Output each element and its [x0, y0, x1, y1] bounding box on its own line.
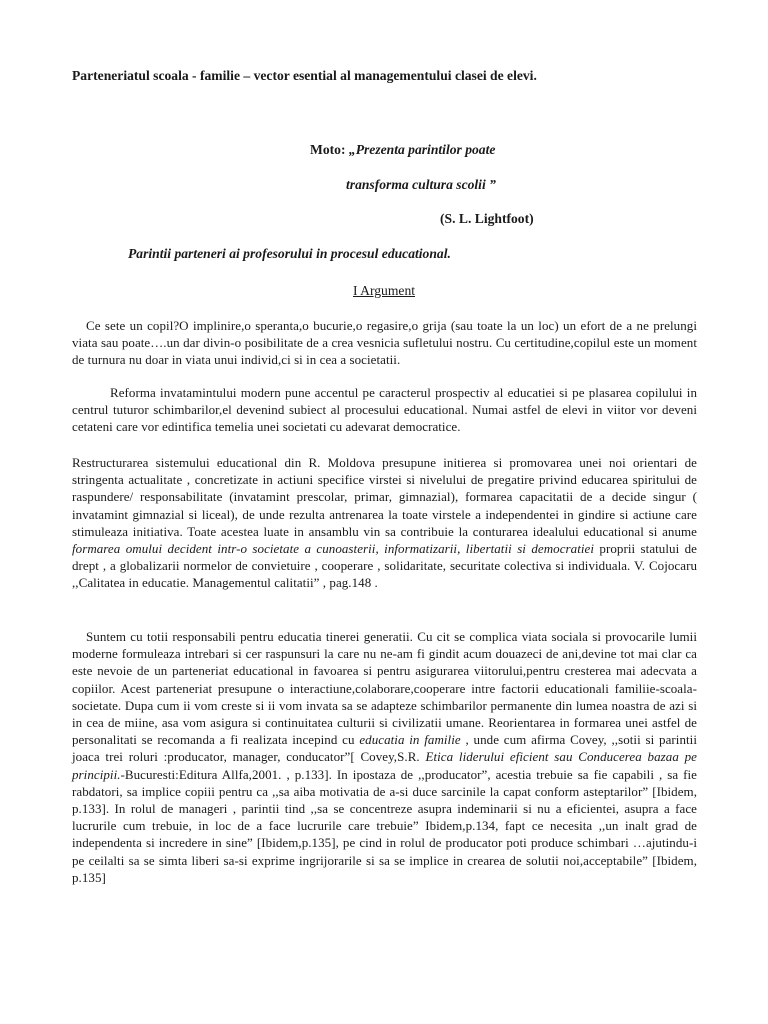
motto-line-2: transforma cultura scolii ”	[346, 177, 496, 192]
paragraph-3-text-b: proprii statului de drept , a globalizarii normelor de convietuire , cooperare , solidaritate, securitate colectiva si individuala. V. Cojocaru ,,Calitatea in educatie. Managementul calitatii” , pag.148 .	[72, 541, 697, 591]
document-subtitle: Parintii parteneri ai profesorului in procesul educational.	[128, 246, 451, 261]
paragraph-2: Reforma invatamintului modern pune accentul pe caracterul prospectiv al educatiei si pe plasarea copilului in centrul tuturor schimbarilor,el devenind subiect al procesului educational. Numai astfel de elevi in viitor vor deveni cetateni care vor edintifica temelia unei societati cu adevarat democratice.	[72, 385, 697, 435]
motto-line-1	[310, 142, 495, 158]
paragraph-3	[72, 454, 697, 592]
motto-quote-start: „Prezenta parintilor poate	[348, 142, 496, 157]
paragraph-3-text-a: Restructurarea sistemului educational din R. Moldova presupune initierea si promovarea unei noi orientari de stringenta actualitate , concretizate in actiuni specifice virstei si nivelului de pregatire privind educarea spiritului de raspundere/ responsabilitate (invatamint prescolar, primar, gimnazial), formarea capacitatii de a decide singur ( invatamint gimnazial si liceal), de unde rezulta antrenarea la toate virstele a independentei in gindire si actiune care stimuleaza initiativa. Toate acestea luate in ansamblu vin sa contribuie la conturarea idealului educational si anume	[72, 455, 697, 539]
motto-label: Moto:	[310, 142, 346, 157]
paragraph-4-italic-1: educatia in familie	[359, 732, 461, 748]
paragraph-3-italic: formarea omului decident intr-o societate a cunoasterii, informatizarii, libertatii si democratiei	[72, 541, 595, 557]
paragraph-4	[72, 628, 697, 886]
paragraph-4-text-a: Suntem cu totii responsabili pentru educatia tinerei generatii. Cu cit se complica viata sociala si provocarile lumii moderne formuleaza intrebari si cer raspunsuri la care nu ne-am fi gindit acum douazeci de ani,devine tot mai clar ca este nevoie de un parteneriat educational in favoarea si pentru asigurarea viitorului,pentru cresterea mai adecvata a copiilor. Acest parteneriat presupune o interactiune,colaborare,cooperare intre factorii educationali familiie-scoala-societate. Dupa cum ii vom creste si ii vom invata sa se adapteze schimbarilor permanente din lumea noastra de azi si in cea de miine, asa vom asigura si continuitatea culturii si civilizatii umane. Reorientarea in formarea unei astfel de personalitati se recomanda a fi realizata incepind cu	[72, 629, 697, 748]
paragraph-4-text-b: , unde cum afirma Covey, ,,sotii si parintii joaca trei roluri :producator, manager, conducator”[ Covey,S.R.	[72, 732, 697, 765]
paragraph-4-text-c: -Bucuresti:Editura Allfa,2001. , p.133]. In ipostaza de ,,producator”, acestia trebuie sa fie capabili , sa fie rabdatori, sa implice copiii pentru ca ,,sa aiba motivatia de a-si duce sarcinile la capat conform asteptarilor” [Ibidem, p.133]. In rolul de manageri , parintii tind ,,sa se concentreze asupra indeminarii si nu a eficientei, asupra a face lucrurile cum trebuie, in loc de a face lucrurile care trebuie” Ibidem,p.134, fapt ce necesita ,,un inalt grad de independenta si incredere in sine” [Ibidem,p.135], pe cind in rolul de producator poti produce schimbari …ajutindu-i pe ceilalti sa se simta liberi sa-si exprime ingrijorarile si sa se implice in crearea de solutii noi,acceptabile” [Ibidem, p.135]	[72, 766, 697, 885]
document-title: Parteneriatul scoala - familie – vector esential al managementului clasei de elevi.	[72, 68, 537, 83]
motto-author: (S. L. Lightfoot)	[440, 211, 534, 226]
paragraph-1: Ce sete un copil?O implinire,o speranta,o bucurie,o regasire,o grija (sau toate la un loc) un efort de a ne prelungi viata sau poate….un dar divin-o posibilitate de a crea vesnicia sufletului nostru. Cu certitudine,copilul este un moment de turnura nu doar in viata unui individ,ci si in cea a societatii.	[72, 318, 697, 368]
section-heading: I Argument	[352, 283, 416, 298]
paragraph-4-italic-2: Etica liderului eficient sau Conducerea bazaa pe principii.	[72, 749, 697, 782]
